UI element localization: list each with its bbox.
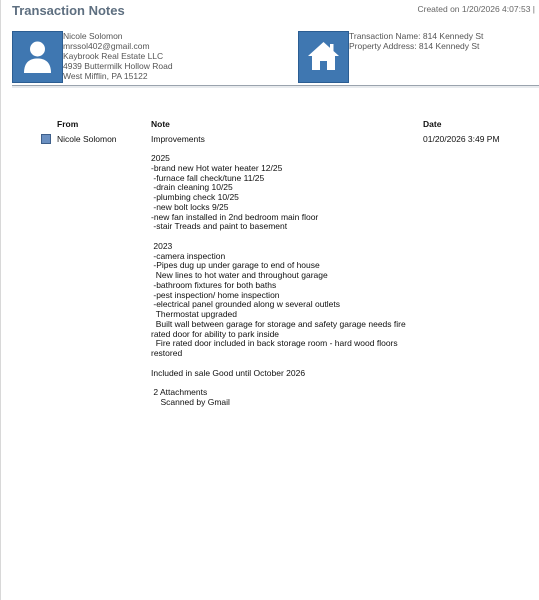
contact-company: Kaybrook Real Estate LLC	[63, 51, 164, 61]
contact-email: mrssol402@gmail.com	[63, 41, 150, 51]
note-body: 2025 -brand new Hot water heater 12/25 -furnace fall check/tune 11/25 -drain cleaning 10/25 -plumbing check 10/25 -new bolt locks 9/25 -new fan installed in 2nd bedroom main floor -stair Treads and paint to basement 2023 -camera inspection -Pipes dug up under garage to end of house New lines to hot water and throughout garage -bathroom fixtures for both baths -pest inspection/ home inspection -electrical panel grounded along w several outlets Thermostat upgraded Built wall between garage for storage and safety garage needs fire rated door for ability to park inside Fire rated door included in back storage room - hard wood floors restored Included in sale Good until October 2026 2 Attachments Scanned by Gmail	[151, 153, 406, 407]
house-icon	[298, 31, 349, 83]
contact-name: Nicole Solomon	[63, 31, 123, 41]
note-title: Improvements	[151, 134, 205, 144]
page-left-border	[0, 0, 1, 600]
column-header-note: Note	[151, 119, 170, 129]
person-avatar-icon	[12, 31, 63, 83]
note-author: Nicole Solomon	[57, 134, 117, 144]
created-timestamp: Created on 1/20/2026 4:07:53 |	[417, 4, 535, 14]
checkbox-icon[interactable]	[41, 134, 51, 144]
page-title: Transaction Notes	[12, 3, 125, 18]
column-header-from: From	[57, 119, 79, 129]
property-block	[349, 31, 483, 51]
column-header-date: Date	[423, 119, 442, 129]
contact-address-line2: West Mifflin, PA 15122	[63, 71, 148, 81]
transaction-name: Transaction Name: 814 Kennedy St	[349, 31, 484, 41]
contact-block	[63, 31, 173, 81]
note-date: 01/20/2026 3:49 PM	[423, 134, 500, 144]
contact-address-line1: 4939 Buttermilk Hollow Road	[63, 61, 173, 71]
header-divider-shadow	[12, 86, 539, 88]
property-address: Property Address: 814 Kennedy St	[349, 41, 480, 51]
